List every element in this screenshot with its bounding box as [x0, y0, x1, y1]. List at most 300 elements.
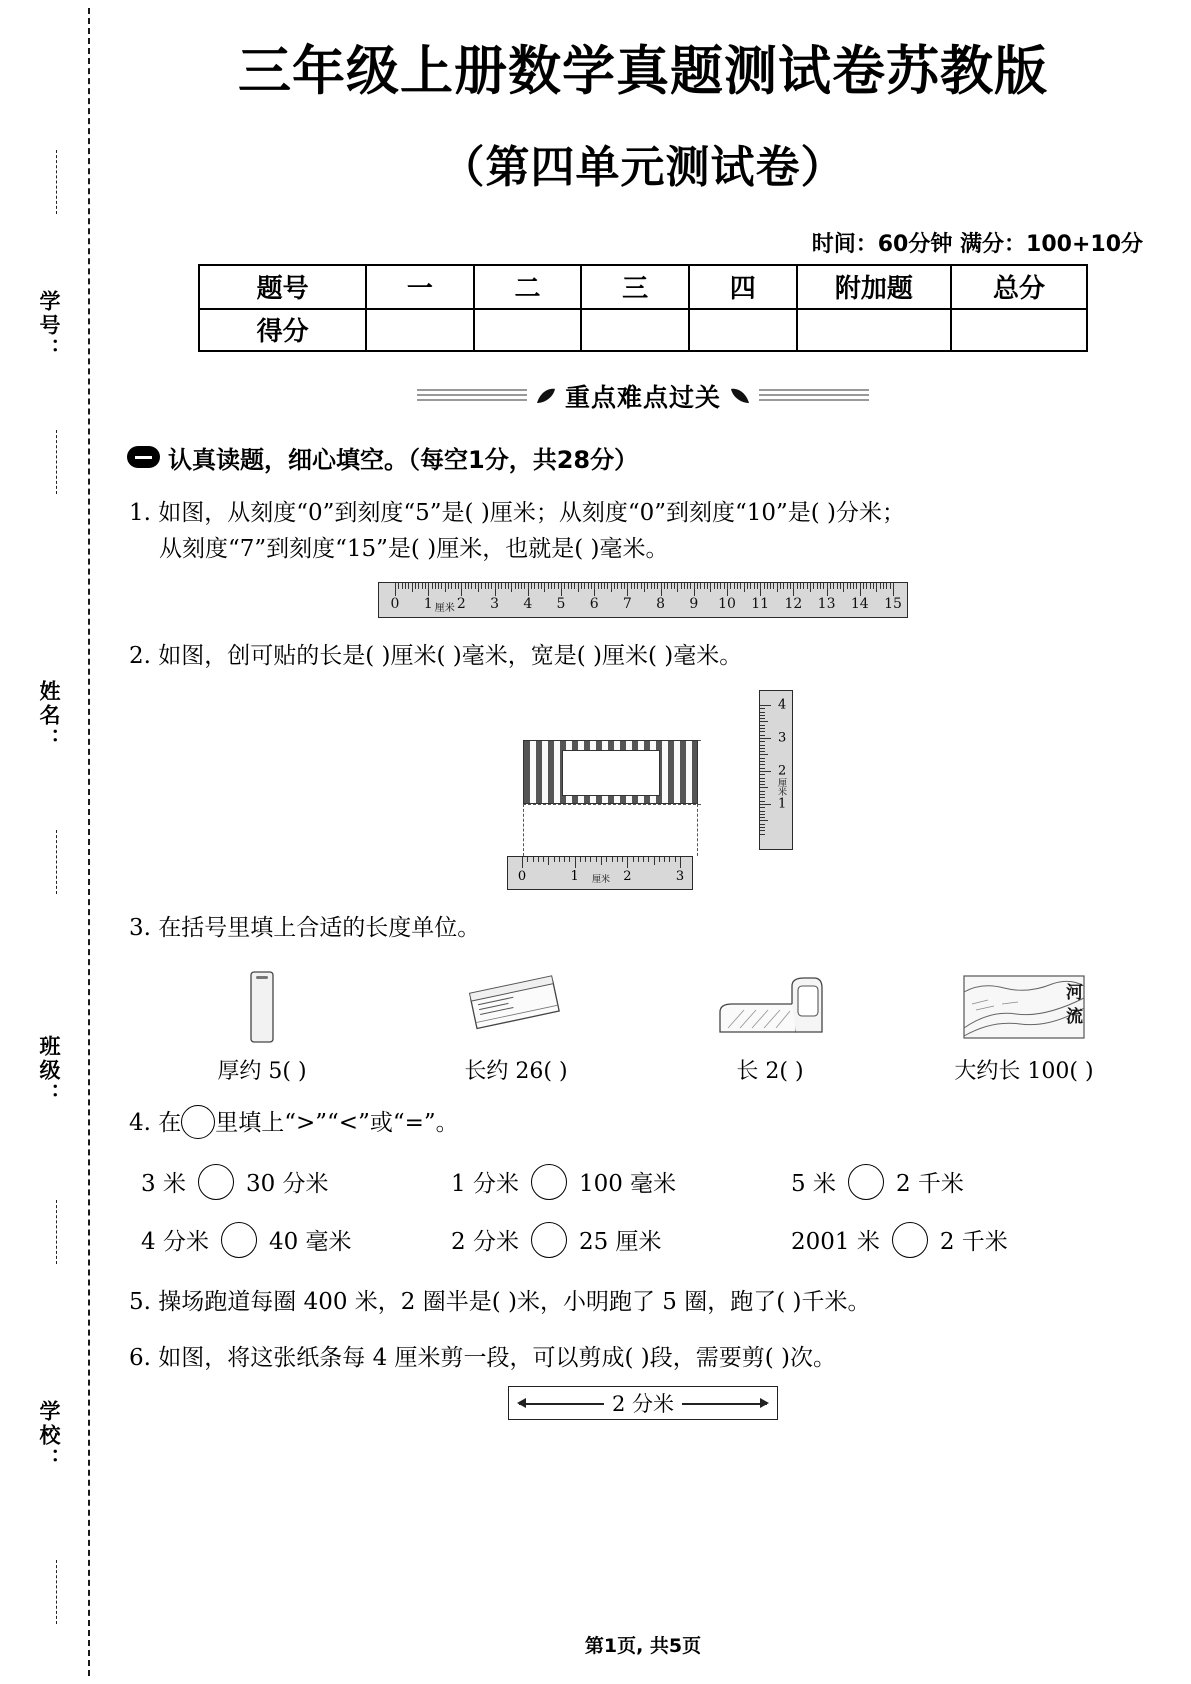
ruler-tick: [760, 820, 768, 821]
ruler-tick-label: 6: [589, 595, 599, 612]
ruler-tick: [760, 721, 768, 722]
ruler-tick: [866, 583, 867, 589]
ruler-tick: [803, 583, 804, 589]
ruler-tick: [617, 583, 618, 589]
phone-icon: [245, 970, 279, 1044]
compare-left-1-1: 3 米: [141, 1171, 186, 1198]
score-col-3: 三: [581, 265, 689, 309]
ruler-tick: [637, 583, 638, 589]
question-2-bandage-figure: [493, 690, 793, 890]
section-number-badge-icon: [127, 446, 160, 468]
ruler-tick: [760, 781, 765, 782]
question-3-caption-3: 长 2( ): [736, 1059, 804, 1085]
ruler-tick: [704, 583, 705, 589]
compare-circle-icon[interactable]: [892, 1222, 928, 1258]
ruler-tick: [760, 718, 765, 719]
ruler-tick-label: 14: [850, 595, 869, 612]
ruler-tick: [770, 583, 771, 589]
ruler-15cm: [378, 582, 908, 618]
ruler-tick: [890, 583, 891, 589]
ruler-tick: [760, 764, 765, 765]
ruler-tick: [531, 583, 532, 589]
ruler-tick: [601, 857, 602, 865]
ruler-tick: [491, 583, 492, 589]
question-3-caption-2: 长约 26( ): [464, 1059, 568, 1085]
question-4: [129, 1105, 1191, 1141]
ruler-tick: [508, 583, 509, 589]
compare-right-1-2: 100 毫米: [578, 1171, 677, 1198]
ruler-tick: [631, 583, 632, 589]
ruler-tick: [760, 741, 765, 742]
ruler-tick: [561, 583, 562, 596]
ruler-tick: [524, 583, 525, 589]
ruler-tick-label: 5: [556, 595, 566, 612]
ruler-tick: [760, 774, 765, 775]
ruler-tick: [627, 583, 628, 596]
ruler-tick: [468, 583, 469, 589]
ruler-tick: [760, 708, 765, 709]
margin-divider-1: [56, 150, 57, 214]
ruler-tick: [880, 583, 881, 589]
ruler-tick: [412, 583, 413, 592]
ruler-tick: [654, 857, 655, 865]
ruler-tick: [485, 583, 486, 589]
score-value-3[interactable]: [581, 309, 689, 351]
compare-circle-icon[interactable]: [848, 1164, 884, 1200]
compare-left-2-2: 2 分米: [451, 1229, 519, 1256]
ruler-tick: [783, 583, 784, 589]
river-art: [924, 966, 1124, 1044]
ruler-tick: [580, 857, 581, 862]
compare-left-2-1: 4 分米: [141, 1229, 209, 1256]
ruler-tick: [677, 583, 678, 592]
ruler-tick: [584, 583, 585, 589]
ruler-tick: [441, 583, 442, 589]
leaf-right-icon: [729, 386, 751, 406]
ruler-tick: [760, 754, 768, 755]
margin-label-student-id: 学号：: [37, 290, 61, 362]
ruler-tick: [501, 583, 502, 589]
ruler-tick: [612, 857, 613, 862]
ruler-horizontal: [507, 856, 693, 890]
ruler-tick: [760, 712, 765, 713]
ruler-tick: [669, 857, 670, 862]
bed-art: [670, 966, 870, 1044]
ruler-tick: [800, 583, 801, 589]
ruler-tick: [856, 583, 857, 589]
ruler-tick: [760, 784, 765, 785]
ruler-tick: [820, 583, 821, 589]
ruler-tick: [596, 857, 597, 862]
ruler-tick: [488, 583, 489, 589]
ruler-tick: [543, 857, 544, 862]
question-1-ruler-figure: [95, 582, 1191, 618]
question-6-strip-figure: [95, 1386, 1191, 1420]
question-3-objects: [135, 966, 1151, 1085]
question-4-text-b: 里填上“>”“<”或“=”。: [215, 1110, 459, 1137]
ruler-tick: [611, 583, 612, 592]
score-value-4[interactable]: [689, 309, 797, 351]
ruler-tick: [574, 583, 575, 589]
svg-text:流: 流: [1066, 1007, 1083, 1028]
ruler-tick: [843, 583, 844, 592]
question-1: [129, 495, 1191, 568]
ruler-tick: [511, 583, 512, 592]
ruler-tick: [760, 748, 765, 749]
compare-right-2-3: 2 千米: [939, 1229, 1008, 1256]
compare-circle-icon[interactable]: [531, 1164, 567, 1200]
ruler-tick: [408, 583, 409, 589]
ruler-tick: [690, 583, 691, 589]
ruler-tick: [533, 857, 534, 862]
list-item: [162, 966, 362, 1085]
ruler-tick-label: 0: [517, 868, 527, 884]
ruler-tick: [581, 583, 582, 589]
ruler-tick: [760, 751, 765, 752]
ruler-tick: [760, 738, 771, 739]
ruler-tick: [405, 583, 406, 589]
ruler-tick: [777, 583, 778, 592]
ruler-tick: [790, 583, 791, 589]
ruler-tick: [744, 583, 745, 592]
score-col-1: 一: [366, 265, 474, 309]
ruler-tick: [684, 583, 685, 589]
ruler-tick: [657, 583, 658, 589]
ruler-tick: [700, 583, 701, 589]
page-title: 三年级上册数学真题测试卷苏教版: [238, 41, 1048, 102]
ruler-unit-label: 厘米: [776, 778, 786, 797]
question-3-text: 3. 在括号里填上合适的长度单位。: [129, 914, 481, 941]
ruler-tick: [643, 857, 644, 862]
ruler-tick-label: 3: [675, 868, 685, 884]
ruler-tick: [564, 583, 565, 589]
ruler-tick: [773, 583, 774, 589]
ruler-tick: [415, 583, 416, 589]
ruler-tick: [734, 583, 735, 589]
ruler-tick: [598, 583, 599, 589]
compare-circle-icon[interactable]: [198, 1164, 234, 1200]
ruler-tick: [590, 857, 591, 862]
list-item: [416, 966, 616, 1085]
ruler-tick: [554, 583, 555, 589]
ruler-tick: [873, 583, 874, 589]
ruler-tick: [422, 583, 423, 589]
score-value-total[interactable]: [951, 309, 1087, 351]
ruler-tick: [760, 778, 765, 779]
ruler-tick: [764, 583, 765, 589]
ruler-tick: [760, 787, 768, 788]
ruler-tick: [418, 583, 419, 589]
margin-label-name: 姓名：: [37, 680, 61, 752]
margin-divider-5: [56, 1560, 57, 1624]
ruler-tick: [585, 857, 586, 862]
compare-right-1-3: 2 千米: [895, 1171, 964, 1198]
ruler-tick: [714, 583, 715, 589]
ruler-tick: [760, 735, 765, 736]
ruler-tick: [886, 583, 887, 589]
question-6: [129, 1340, 1191, 1376]
margin-divider-3: [56, 830, 57, 894]
ruler-tick: [607, 583, 608, 589]
ruler-tick: [760, 705, 771, 706]
ruler-tick-label: 2: [778, 763, 787, 779]
ruler-tick: [767, 583, 768, 589]
compare-left-2-3: 2001 米: [791, 1229, 880, 1256]
ruler-tick: [624, 583, 625, 589]
ruler-tick: [548, 583, 549, 589]
ruler-tick: [730, 583, 731, 589]
ruler-tick: [661, 583, 662, 596]
margin-divider-4: [56, 1200, 57, 1264]
question-1-line-1: 1. 如图，从刻度“0”到刻度“5”是( )厘米；从刻度“0”到刻度“10”是( )分米；: [129, 499, 906, 526]
ruler-tick: [840, 583, 841, 589]
ruler-tick: [760, 771, 771, 772]
score-col-4: 四: [689, 265, 797, 309]
ruler-tick: [724, 583, 725, 589]
question-5: [129, 1284, 1191, 1320]
ruler-tick: [551, 583, 552, 589]
ruler-tick: [720, 583, 721, 589]
ruler-tick: [760, 715, 765, 716]
ruler-tick: [893, 583, 894, 596]
ruler-tick: [432, 583, 433, 589]
ruler-tick-label: 1: [423, 595, 433, 612]
ruler-tick: [651, 583, 652, 589]
ruler-tick: [438, 583, 439, 589]
list-item: [670, 966, 870, 1085]
banner-text: 重点难点过关: [564, 382, 721, 412]
ruler-tick: [664, 857, 665, 862]
ruler-tick: [837, 583, 838, 589]
arrow-right-icon: [760, 1398, 769, 1408]
ruler-tick-label: 2: [456, 595, 466, 612]
ruler-tick: [527, 857, 528, 862]
ruler-tick: [395, 583, 396, 596]
ruler-tick: [465, 583, 466, 589]
banner-left-ornament-icon: [417, 386, 527, 406]
ruler-tick: [760, 728, 765, 729]
ruler-tick: [622, 857, 623, 862]
score-col-2: 二: [474, 265, 582, 309]
ruler-tick: [445, 583, 446, 592]
exam-meta: 时间：60分钟 满分：100+10分: [811, 231, 1143, 257]
ruler-tick: [451, 583, 452, 589]
ruler-tick: [458, 583, 459, 589]
ruler-tick-label: 13: [817, 595, 836, 612]
compare-left-1-2: 1 分米: [451, 1171, 519, 1198]
ruler-tick: [606, 857, 607, 862]
ruler-tick: [870, 583, 871, 589]
compare-circle-icon[interactable]: [531, 1222, 567, 1258]
arrow-left-icon: [517, 1398, 526, 1408]
svg-text:河: 河: [1066, 983, 1083, 1004]
ruler-tick: [760, 794, 765, 795]
compare-left-1-3: 5 米: [791, 1171, 836, 1198]
ruler-tick: [740, 583, 741, 589]
compare-circle-icon[interactable]: [221, 1222, 257, 1258]
question-4-row-1: [141, 1164, 1191, 1200]
ruler-tick: [760, 814, 765, 815]
ruler-tick: [534, 583, 535, 589]
ruler-tick-label: 11: [751, 595, 770, 612]
ruler-tick: [717, 583, 718, 589]
ruler-tick: [664, 583, 665, 589]
ruler-tick: [760, 827, 765, 828]
ruler-tick: [627, 857, 628, 868]
score-col-total: 总分: [951, 265, 1087, 309]
left-margin-rail: [0, 0, 95, 1684]
ruler-tick-label: 1: [570, 868, 579, 884]
margin-label-class: 班级：: [37, 1035, 61, 1107]
leaf-left-icon: [535, 386, 557, 406]
ruler-tick: [737, 583, 738, 589]
ruler-tick: [538, 857, 539, 862]
score-col-bonus: 附加题: [797, 265, 952, 309]
guide-bottom: [523, 804, 701, 805]
ruler-tick: [594, 583, 595, 596]
ruler-tick: [538, 583, 539, 589]
ruler-tick: [633, 857, 634, 862]
ruler-tick: [521, 583, 522, 589]
ruler-tick: [757, 583, 758, 589]
ruler-tick: [833, 583, 834, 589]
question-1-line-2: 从刻度“7”到刻度“15”是( )厘米，也就是( )毫米。: [159, 536, 669, 563]
ruler-tick-label: 10: [718, 595, 736, 612]
ruler-tick: [425, 583, 426, 589]
ruler-tick: [876, 583, 877, 592]
margin-label-school: 学校：: [37, 1400, 61, 1472]
compare-circle-icon: [181, 1105, 215, 1139]
ruler-tick: [515, 583, 516, 589]
ruler-tick: [847, 583, 848, 589]
ruler-tick: [559, 857, 560, 862]
ruler-tick: [428, 583, 429, 596]
ruler-tick: [634, 583, 635, 589]
ruler-tick: [760, 801, 765, 802]
ruler-unit-label: 厘米: [434, 602, 455, 614]
ruler-tick: [697, 583, 698, 589]
ruler-tick: [817, 583, 818, 589]
ruler-tick: [591, 583, 592, 589]
score-table-row-label-2: 得分: [199, 309, 366, 351]
compare-item: [451, 1222, 791, 1258]
ruler-tick: [747, 583, 748, 589]
ruler-tick: [648, 857, 649, 862]
page-content: [95, 0, 1191, 1684]
ruler-tick: [398, 583, 399, 589]
question-4-row-2: [141, 1222, 1191, 1258]
ruler-tick-label: 4: [778, 697, 787, 713]
question-6-text: 6. 如图，将这张纸条每 4 厘米剪一段，可以剪成( )段，需要剪( )次。: [129, 1344, 837, 1371]
ruler-tick-label: 3: [490, 595, 500, 612]
list-item: [924, 966, 1124, 1085]
compare-item: [791, 1164, 964, 1200]
ruler-tick: [568, 583, 569, 589]
ruler-tick: [654, 583, 655, 589]
question-3-caption-4: 大约长 100( ): [954, 1059, 1094, 1085]
section-one-header: [127, 440, 1191, 475]
ruler-tick: [528, 583, 529, 596]
ruler-tick: [760, 758, 765, 759]
ruler-tick: [793, 583, 794, 596]
score-value-1[interactable]: [366, 309, 474, 351]
ruler-tick: [578, 583, 579, 592]
ruler-tick: [760, 807, 765, 808]
ruler-tick: [760, 824, 765, 825]
ruler-tick: [760, 761, 765, 762]
table-row: [199, 265, 1087, 309]
margin-dashed-line: [88, 8, 90, 1676]
ruler-tick: [571, 583, 572, 589]
ruler-tick: [760, 830, 765, 831]
table-row: [199, 309, 1087, 351]
score-value-bonus[interactable]: [797, 309, 952, 351]
ruler-tick: [659, 857, 660, 862]
bandage-pad: [562, 750, 660, 796]
ruler-tick: [402, 583, 403, 589]
ruler-tick: [681, 583, 682, 589]
ruler-tick: [522, 857, 523, 868]
ruler-tick: [760, 834, 765, 835]
score-table: [198, 264, 1088, 352]
ruler-tick: [481, 583, 482, 589]
score-table-row-label-1: 题号: [199, 265, 366, 309]
ruler-tick: [544, 583, 545, 592]
question-3: [129, 910, 1191, 946]
banner-right-ornament-icon: [759, 386, 869, 406]
ruler-tick: [638, 857, 639, 862]
ruler-tick: [750, 583, 751, 589]
strip-label: 2 分米: [604, 1388, 682, 1418]
ruler-tick: [707, 583, 708, 589]
guide-left: [523, 804, 524, 856]
ruler-tick: [644, 583, 645, 592]
question-5-text: 5. 操场跑道每圈 400 米，2 圈半是( )米，小明跑了 5 圈，跑了( )千米。: [129, 1288, 871, 1315]
compare-right-2-1: 40 毫米: [268, 1229, 352, 1256]
ruler-tick: [760, 583, 761, 596]
question-2-text: 2. 如图，创可贴的长是( )厘米( )毫米，宽是( )厘米( )毫米。: [129, 642, 743, 669]
guide-right: [697, 804, 698, 856]
ruler-tick: [518, 583, 519, 589]
ruler-tick: [760, 804, 771, 805]
ruler-tick: [435, 583, 436, 589]
ruler-tick: [564, 857, 565, 862]
ruler-tick: [617, 857, 618, 862]
ruler-tick: [694, 583, 695, 596]
question-3-caption-1: 厚约 5( ): [217, 1059, 307, 1085]
ruler-tick: [548, 857, 549, 865]
ruler-tick: [827, 583, 828, 596]
ruler-tick: [569, 857, 570, 862]
ruler-tick: [621, 583, 622, 589]
ruler-tick: [614, 583, 615, 589]
ruler-tick: [863, 583, 864, 589]
page-footer: 第1页, 共5页: [584, 1635, 702, 1657]
bed-icon: [710, 970, 830, 1044]
phone-art: [162, 966, 362, 1044]
ruler-tick: [601, 583, 602, 589]
ruler-tick-label: 9: [689, 595, 699, 612]
ruler-tick: [760, 811, 765, 812]
ruler-tick-label: 15: [884, 595, 902, 612]
section-one-title: 认真读题，细心填空。（每空1分，共28分）: [168, 445, 639, 474]
river-icon: [962, 970, 1086, 1044]
score-value-2[interactable]: [474, 309, 582, 351]
ruler-tick-label: 1: [778, 796, 787, 812]
ruler-tick: [495, 583, 496, 596]
ruler-tick-label: 7: [622, 595, 632, 612]
ruler-tick: [505, 583, 506, 589]
